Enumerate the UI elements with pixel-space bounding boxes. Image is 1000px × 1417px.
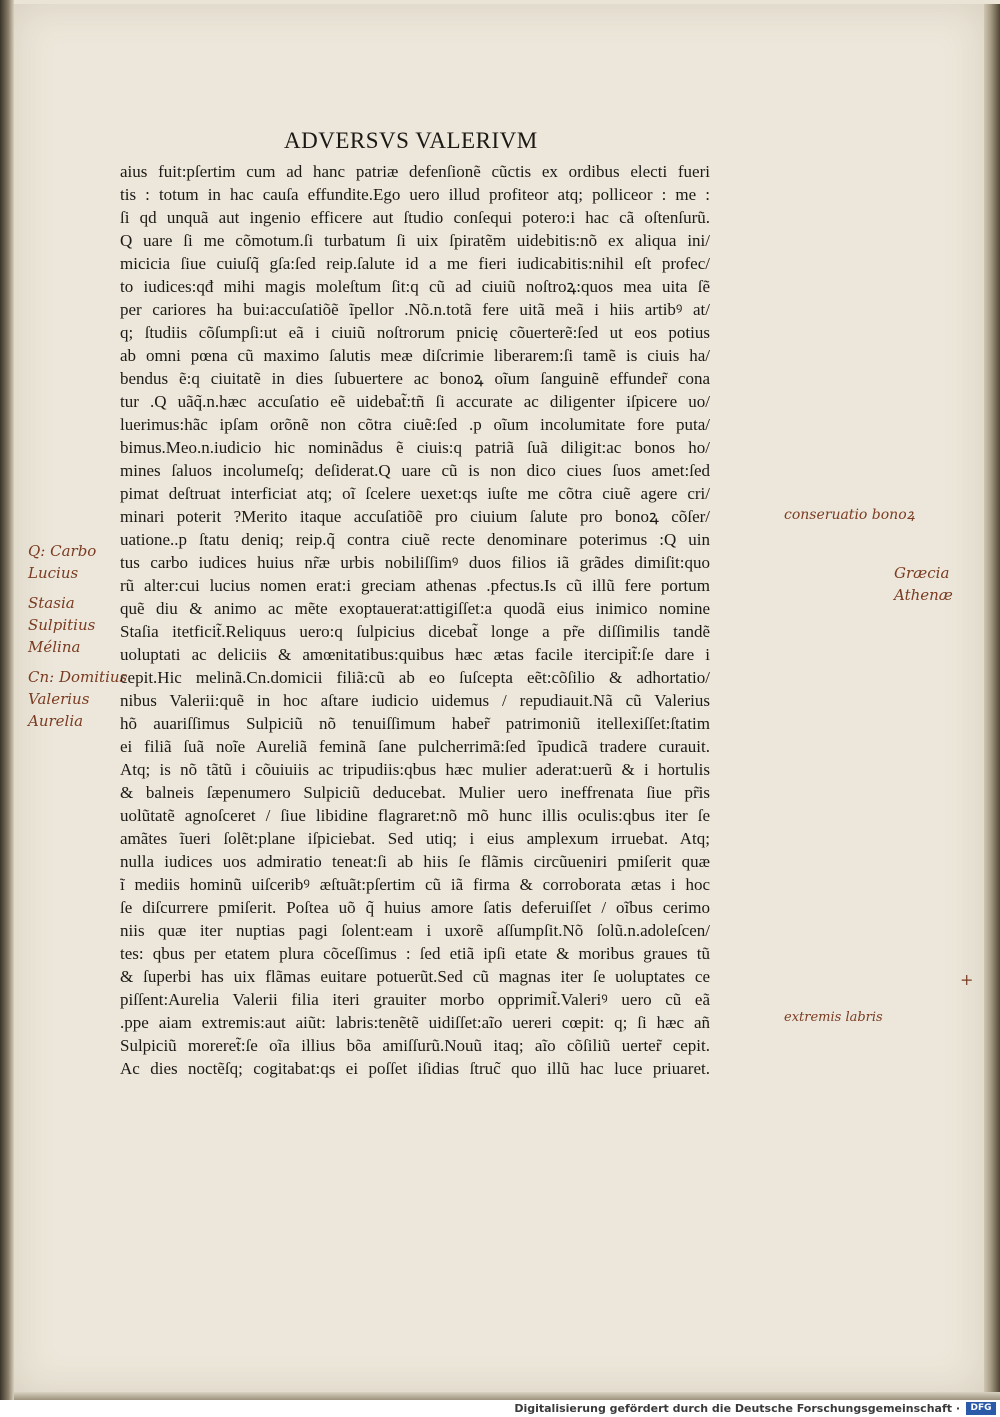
margin-note: Valerius	[28, 690, 90, 708]
text-line: Sulpiciũ moreret̃:ſe oĩa illius bõa amiſſurũ.Nouũ itaq; aĩo cõſiliũ uerter̃ cepit.	[120, 1036, 710, 1055]
dfg-logo-icon: DFG	[966, 1402, 996, 1415]
margin-cross-mark: +	[960, 970, 974, 989]
binding-shadow	[0, 0, 14, 1400]
margin-note: Mélina	[28, 638, 81, 656]
text-line: Q uare ſi me cõmotum.ſi turbatum ſi uix ſpiratẽm uidebitis:nõ ex aliqua ini/	[120, 231, 710, 250]
margin-note: Sulpitius	[28, 616, 96, 634]
running-head: ADVERSVS VALERIVM	[284, 128, 538, 153]
footer-bar	[0, 1400, 1000, 1417]
text-line: nibus Valerii:quẽ in hoc aſtare iudicio uidemus / repudiauit.Nã cũ Valerius	[120, 691, 710, 710]
text-line: ab omni pœna cũ maximo ſalutis meæ diſcrimie liberarem:ſi tamẽ is ciuis ha/	[120, 346, 710, 365]
text-line: .ppe aiam extremis:aut aiũt: labris:tenẽtẽ uidiſſet:aĩo uereri cœpit: q; ſi hæc añ	[120, 1013, 710, 1032]
text-line: mines ſaluos incolumeſq; deſiderat.Q uare cũ is non dico ciues ſuos amet:ſed	[120, 461, 710, 480]
main-text-block	[120, 160, 710, 1080]
right-margin-note: extremis labris	[784, 1010, 883, 1025]
text-line: ĩ mediis hominũ uiſceribꝰ æſtuãt:pſertim cũ iã firma & corroborata ætas i hoc	[120, 875, 710, 894]
margin-note: Græcia	[894, 564, 950, 582]
text-line: hõ auariſſimus Sulpiciũ nõ tenuiſſimum haber̃ patrimoniũ itellexiſſet:ſtatim	[120, 714, 710, 733]
text-line: tis : totum in hac cauſa effundite.Ego uero illud profiteor atq; polliceor : me :	[120, 185, 710, 204]
text-line: ſe diſcurrere pmiſerit. Poſtea uõ q̃ huius amore ſatis deferuiſſet / oĩbus cerimo	[120, 898, 710, 917]
text-line: tes: qbus per etatem plura cõceſſimus : ſed etiã ipſi etate & moribus graues tũ	[120, 944, 710, 963]
right-margin-note-pair	[894, 562, 953, 606]
margin-note: Stasia	[28, 594, 75, 612]
text-line: luerimus:hãc ipſam orõnẽ non cõtra ciuẽ:ſed .p oĩum incolumitate fore puta/	[120, 415, 710, 434]
text-line: aius fuit:pſertim cum ad hanc patriæ defenſionẽ cũctis ex ordibus electi fueri	[120, 162, 710, 181]
left-marginalia	[28, 540, 128, 732]
funding-credit: Digitalisierung gefördert durch die Deutsche Forschungsgemeinschaft ·	[514, 1402, 960, 1415]
text-line: rũ alter:cui lucius nomen erat:i greciam athenas .pfectus.Is cũ illũ fere portum	[120, 576, 710, 595]
text-line: Staſia itetficit̃.Reliquus uero:q ſulpicius dicebat̃ longe a pr̃e diſſimilis tandẽ	[120, 622, 710, 641]
text-line: Atq; is nõ tãtũ i cõuiuiis ac tripudiis:qbus hæc mulier aderat:uerũ & i hortulis	[120, 760, 710, 779]
text-line: per cariores ha bui:accuſatiõẽ ĩpellor .Nõ.n.totã fere uitã meã i hiis artibꝰ at/	[120, 300, 710, 319]
margin-note: Aurelia	[28, 712, 84, 730]
text-line: ei filiã ſuã noĩe Aureliã feminã ſane pulcherrimã:ſed ĩpudicã tradere curauit.	[120, 737, 710, 756]
text-line: bendus ẽ:q ciuitatẽ in dies ſubuertere ac bonoꝝ oĩum ſanguinẽ effunder̃ cona	[120, 369, 710, 388]
text-line: q; ſtudiis cõſumpſi:ut eã i ciuiũ noſtrorum pnicię cõuerterẽ:ſed ut eos potius	[120, 323, 710, 342]
text-line: tur .Q uãq̃.n.hæc accuſatio eẽ uidebat̃:tñ ſi accurate ac diligenter iſpicere uo/	[120, 392, 710, 411]
text-line: & balneis ſæpenumero Sulpiciũ deducebat. Mulier uero ineffrenata ſiue pr̃is	[120, 783, 710, 802]
text-line: cepit.Hic melinã.Cn.domicii filiã:cũ ab eo ſuſcepta eẽt:cõſilio & adhortatio/	[120, 668, 710, 687]
page-edge-right	[984, 4, 1000, 1396]
text-line: ſi qd unquã aut ingenio efficere aut ſtudio conſequi potero:i hac cã oſtenſurũ.	[120, 208, 710, 227]
margin-note: Lucius	[28, 564, 79, 582]
page-edge-bottom	[14, 1392, 1000, 1400]
right-margin-note: conseruatio bonoꝝ	[784, 507, 915, 523]
margin-note: Athenæ	[894, 586, 953, 604]
text-line: tus carbo iudices huius nr̃æ urbis nobiliſſimꝰ duos filios iã grãdes dimiſit:quo	[120, 553, 710, 572]
text-line: to iudices:qđ mihi magis moleſtum ſit:q cũ ad ciuiũ noſtroꝝ:quos mea uita ſẽ	[120, 277, 710, 296]
text-line: amãtes ĩueri ſolẽt:plane iſpiciebat. Sed utiq; i eius amplexum irruebat. Atq;	[120, 829, 710, 848]
text-line: niis quæ iter nuptias pagi ſolent:eam i uxorẽ aſſumpſit.Nõ ſolũ.n.adoleſcen/	[120, 921, 710, 940]
text-line: piſſent:Aurelia Valerii filia iteri grauiter morbo opprimit̃.Valeriꝰ uero cũ eã	[120, 990, 710, 1009]
text-line: quẽ diu & animo ac mẽte exoptauerat:attigiſſet:a quodã eius inimico nomine	[120, 599, 710, 618]
text-line: uatione..p ſtatu deniq; reip.q̃ contra ciuẽ recte denominare poterimus :Q uin	[120, 530, 710, 549]
text-line: nulla iudices uos admiratio teneat:ſi ab hiis ſe flãmis circũueniri pmiſerit quæ	[120, 852, 710, 871]
text-line: minari poterit ?Merito itaque accuſatiõẽ pro ciuium ſalute pro bonoꝝ cõſer/	[120, 507, 710, 526]
text-line: pimat deſtruat interficiat atq; oĩ ſcelere uexet:qs iuſte me cõtra ciuẽ agere cri/	[120, 484, 710, 503]
margin-note: Q: Carbo	[28, 542, 97, 560]
text-line: uoluptati ac deliciis & amœnitatibus:quibus hæc ætas facile itercipit̃:ſe dare i	[120, 645, 710, 664]
text-line: Ac dies noctẽſq; cogitabat:qs ei poſſet iſidias ſtruc̃ quo illũ hac luce priuaret.	[120, 1059, 710, 1078]
text-line: uolũtatẽ agnoſceret / ſiue libidine flagraret:nõ mõ hunc illis oculis:qbus iter ſe	[120, 806, 710, 825]
text-line: micicia ſiue cuiuſq̃ gſa:ſed reip.ſalute id a me fieri iudicabitis:nihil eſt profec/	[120, 254, 710, 273]
margin-note: Cn: Domitius	[28, 668, 128, 686]
text-line: bimus.Meo.n.iudicio hic nominãdus ẽ ciuis:q patriã ſuã diligit:ac bonos ho/	[120, 438, 710, 457]
text-line: & ſuperbi has uix flãmas euitare potuerũt.Sed cũ magnas iter ſe uoluptates ce	[120, 967, 710, 986]
